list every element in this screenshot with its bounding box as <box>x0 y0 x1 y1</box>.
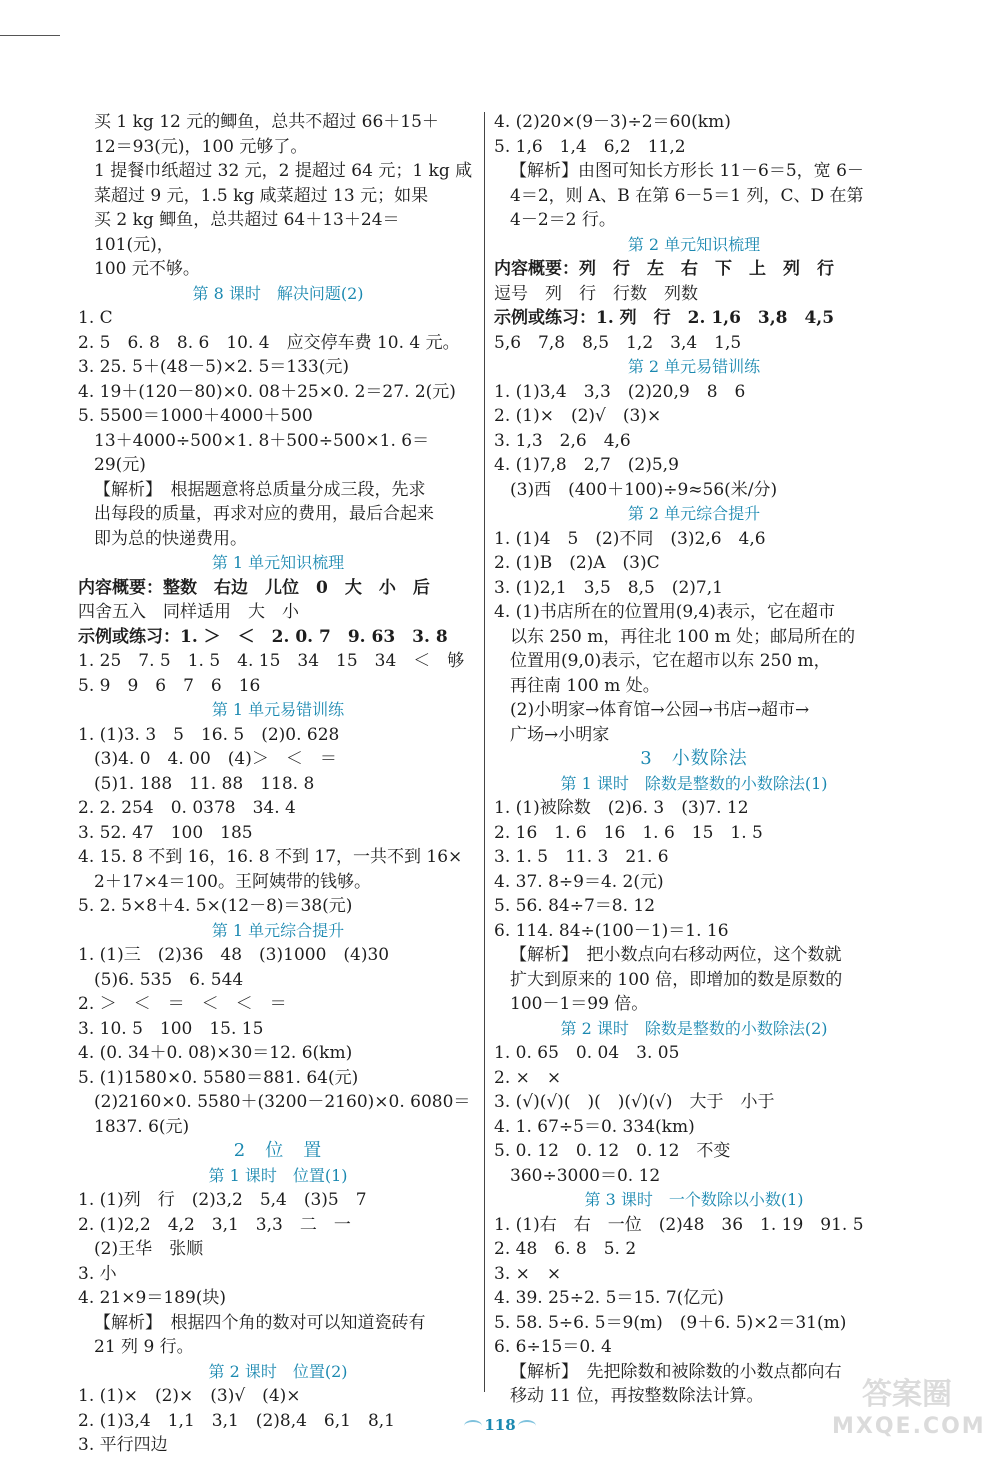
answer-line: 4. (0. 34＋0. 08)×30＝12. 6(km) <box>78 1043 353 1063</box>
answer-line: 5,6 7,8 8,5 1,2 3,4 1,5 <box>494 332 742 353</box>
answer-line: 2. 2. 254 0. 0378 34. 4 <box>78 798 296 818</box>
answer-line: 2. (1)2,2 4,2 3,1 3,3 二 一 <box>78 1214 351 1235</box>
left-column <box>78 110 478 1458</box>
section-heading: 第 2 单元易错训练 <box>627 357 761 376</box>
page-number-text: 118 <box>484 1416 516 1434</box>
answer-line: 3. 25. 5＋(48－5)×2. 5＝133(元) <box>78 357 349 377</box>
answer-line: 【解析】由图可知长方形长 11－6＝5，宽 6－ <box>510 161 864 181</box>
answer-line: 1. 25 7. 5 1. 5 4. 15 34 15 34 ＜ 够 <box>78 651 465 671</box>
section-heading: 第 8 课时 解决问题(2) <box>192 283 364 303</box>
answer-line: 4. 19＋(120－80)×0. 08＋25×0. 2＝27. 2(元) <box>78 381 456 402</box>
answer-line: 1. (1)右 右 一位 (2)48 36 1. 19 91. 5 <box>494 1214 864 1235</box>
answer-line: 360÷3000＝0. 12 <box>510 1165 661 1186</box>
answer-line: (5)6. 535 6. 544 <box>94 969 244 990</box>
answer-line: 4. 21×9＝189(块) <box>78 1288 227 1308</box>
section-heading: 第 1 单元综合提升 <box>211 920 345 940</box>
answer-line: 5. 2. 5×8＋4. 5×(12－8)＝38(元) <box>78 896 353 916</box>
answer-line: 位置用(9,0)表示，它在超市以东 250 m， <box>510 651 831 671</box>
answer-line: 5. 0. 12 0. 12 0. 12 不变 <box>494 1141 731 1161</box>
answer-line: 4. 15. 8 不到 16，16. 8 不到 17，一共不到 16× <box>78 847 463 867</box>
answer-line: 1. (1)三 (2)36 48 (3)1000 (4)30 <box>78 945 390 965</box>
answer-line: 菜超过 9 元，1.5 kg 咸菜超过 13 元；如果 <box>94 185 429 206</box>
answer-line: 内容概要：列 行 左 右 下 上 列 行 <box>494 259 834 279</box>
answer-line: 1. (1)被除数 (2)6. 3 (3)7. 12 <box>494 798 749 818</box>
answer-line: 4. (1)书店所在的位置用(9,4)表示，它在超市 <box>494 602 836 622</box>
answer-line: 以东 250 m，再往北 100 m 处；邮局所在的 <box>510 626 856 647</box>
answer-line: 【解析】 根据题意将总质量分成三段，先求 <box>94 479 426 500</box>
answer-line: 21 列 9 行。 <box>94 1337 194 1357</box>
answer-line: 4. (1)7,8 2,7 (2)5,9 <box>494 455 679 475</box>
right-column <box>494 110 894 1409</box>
answer-line: 2. (1)3,4 1,1 3,1 (2)8,4 6,1 8,1 <box>78 1410 395 1431</box>
answer-line: 内容概要：整数 右边 儿位 0 大 小 后 <box>78 577 430 598</box>
section-heading: 3 小数除法 <box>640 748 748 769</box>
answer-line: 逗号 列 行 行数 列数 <box>494 283 698 304</box>
answer-line: 【解析】 根据四个角的数对可以知道瓷砖有 <box>94 1312 426 1333</box>
answer-line: (5)1. 188 11. 88 118. 8 <box>94 773 315 794</box>
answer-line: 4. 37. 8÷9＝4. 2(元) <box>494 871 664 892</box>
answer-line: 【解析】 把小数点向右移动两位，这个数就 <box>510 945 842 965</box>
answer-line: 5. 56. 84÷7＝8. 12 <box>494 896 656 916</box>
answer-line: 即为总的快递费用。 <box>94 528 247 549</box>
answer-line: 出每段的质量，再求对应的费用，最后合起来 <box>94 504 434 524</box>
answer-line: 5. 1,6 1,4 6,2 11,2 <box>494 136 686 157</box>
answer-line: 1837. 6(元) <box>94 1116 190 1137</box>
section-heading: 第 2 课时 位置(2) <box>208 1361 348 1381</box>
answer-line: 2＋17×4＝100。王阿姨带的钱够。 <box>94 871 371 892</box>
answer-line: 2. 16 1. 6 16 1. 6 15 1. 5 <box>494 822 763 843</box>
column-divider <box>484 112 485 1392</box>
answer-line: 移动 11 位，再按整数除法计算。 <box>510 1386 764 1406</box>
watermark-url: MXQE.COM <box>832 1414 986 1439</box>
answer-line: (2)小明家→体育馆→公园→书店→超市→ <box>510 700 810 720</box>
answer-line: 四舍五入 同样适用 大 小 <box>78 602 299 622</box>
watermark-title: 答案圈 <box>862 1377 952 1412</box>
section-heading: 第 2 单元知识梳理 <box>627 234 761 254</box>
answer-line: 5. 9 9 6 7 6 16 <box>78 675 261 696</box>
answer-line: 4－2＝2 行。 <box>510 210 616 230</box>
answer-line: 买 2 kg 鲫鱼，总共超过 64＋13＋24＝101(元)， <box>94 210 400 255</box>
answer-line: (2)王华 张顺 <box>94 1239 204 1259</box>
answer-line: 5. (1)1580×0. 5580＝881. 64(元) <box>78 1067 359 1088</box>
answer-line: 1. (1)3. 3 5 16. 5 (2)0. 628 <box>78 724 340 745</box>
answer-line: 示例或练习：1. ＞ ＜ 2. 0. 7 9. 63 3. 8 <box>78 626 448 647</box>
answer-line: 买 1 kg 12 元的鲫鱼，总共不超过 66＋15＋ <box>94 112 439 132</box>
answer-line: 3. 1,3 2,6 4,6 <box>494 430 631 451</box>
answer-line: 1. 0. 65 0. 04 3. 05 <box>494 1043 680 1063</box>
answer-line: 12＝93(元)，100 元够了。 <box>94 136 308 157</box>
section-heading: 第 1 课时 位置(1) <box>208 1165 348 1185</box>
answer-line: 100－1＝99 倍。 <box>510 994 649 1014</box>
section-heading: 第 1 单元易错训练 <box>211 700 345 719</box>
answer-line: 再往南 100 m 处。 <box>510 675 660 696</box>
answer-line: 3. 1. 5 11. 3 21. 6 <box>494 847 669 867</box>
answer-line: 1. (1)3,4 3,3 (2)20,9 8 6 <box>494 381 746 402</box>
answer-line: 4. 39. 25÷2. 5＝15. 7(亿元) <box>494 1288 724 1308</box>
answer-line: 1. (1)列 行 (2)3,2 5,4 (3)5 7 <box>78 1190 367 1210</box>
page-number-ornament-right <box>518 1420 536 1432</box>
answer-line: 1 提餐巾纸超过 32 元，2 提超过 64 元；1 kg 咸 <box>94 161 473 181</box>
section-heading: 第 3 课时 一个数除以小数(1) <box>584 1190 804 1209</box>
answer-line: 3. (√)(√)( )( )(√)(√) 大于 小于 <box>494 1092 775 1112</box>
answer-line: 示例或练习：1. 列 行 2. 1,6 3,8 4,5 <box>494 308 835 328</box>
answer-line: 1. (1)× (2)× (3)√ (4)× <box>78 1386 301 1406</box>
answer-line: 6. 6÷15＝0. 4 <box>494 1337 612 1357</box>
section-heading: 第 1 单元知识梳理 <box>211 553 345 572</box>
answer-line: 5. 5500＝1000＋4000＋500 <box>78 406 313 426</box>
answer-line: 1. C <box>78 308 113 328</box>
answer-line: 2. × × <box>494 1067 562 1088</box>
section-heading: 第 1 课时 除数是整数的小数除法(1) <box>560 773 828 793</box>
answer-line: 3. 10. 5 100 15. 15 <box>78 1018 264 1039</box>
answer-line: 2. (1)× (2)√ (3)× <box>494 406 662 426</box>
watermark-logo <box>832 1375 986 1445</box>
answer-line: 2. 48 6. 8 5. 2 <box>494 1239 637 1259</box>
answer-line: 广场→小明家 <box>510 724 610 745</box>
answer-line: 扩大到原来的 100 倍，即增加的数是原数的 <box>510 969 843 990</box>
answer-line: 100 元不够。 <box>94 259 200 279</box>
answer-line: 2. 5 6. 8 8. 6 10. 4 应交停车费 10. 4 元。 <box>78 332 460 353</box>
answer-line: (3)西 (400＋100)÷9≈56(米/分) <box>510 479 778 500</box>
answer-line: (2)2160×0. 5580＋(3200－2160)×0. 6080＝ <box>94 1092 471 1112</box>
answer-line: 1. (1)4 5 (2)不同 (3)2,6 4,6 <box>494 528 766 549</box>
answer-line: 3. 52. 47 100 185 <box>78 822 253 843</box>
answer-line: 2. (1)B (2)A (3)C <box>494 553 660 573</box>
section-heading: 第 2 课时 除数是整数的小数除法(2) <box>560 1018 828 1038</box>
answer-line: 3. 平行四边 <box>78 1435 168 1455</box>
answer-line: 3. 小 <box>78 1263 117 1284</box>
section-heading: 2 位 置 <box>233 1140 323 1161</box>
answer-line: 3. (1)2,1 3,5 8,5 (2)7,1 <box>494 577 723 598</box>
answer-line: 4. 1. 67÷5＝0. 334(km) <box>494 1116 695 1137</box>
answer-line: (3)4. 0 4. 00 (4)＞ ＜ ＝ <box>94 749 337 769</box>
section-heading: 第 2 单元综合提升 <box>627 504 761 523</box>
answer-line: 4. (2)20×(9－3)÷2＝60(km) <box>494 112 731 132</box>
page-number-ornament-left <box>464 1420 482 1432</box>
answer-line: 3. × × <box>494 1263 562 1284</box>
answer-line: 4＝2，则 A、B 在第 6－5＝1 列，C、D 在第 <box>510 185 864 206</box>
answer-line: 6. 114. 84÷(100－1)＝1. 16 <box>494 920 729 941</box>
answer-line: 5. 58. 5÷6. 5＝9(m) (9＋6. 5)×2＝31(m) <box>494 1312 847 1333</box>
top-rule <box>0 35 60 36</box>
answer-line: 【解析】 先把除数和被除数的小数点都向右 <box>510 1361 842 1382</box>
answer-line: 2. ＞ ＜ ＝ ＜ ＜ ＝ <box>78 994 287 1014</box>
answer-line: 13＋4000÷500×1. 8＋500÷500×1. 6＝29(元) <box>94 430 430 475</box>
page-number <box>462 1410 538 1440</box>
